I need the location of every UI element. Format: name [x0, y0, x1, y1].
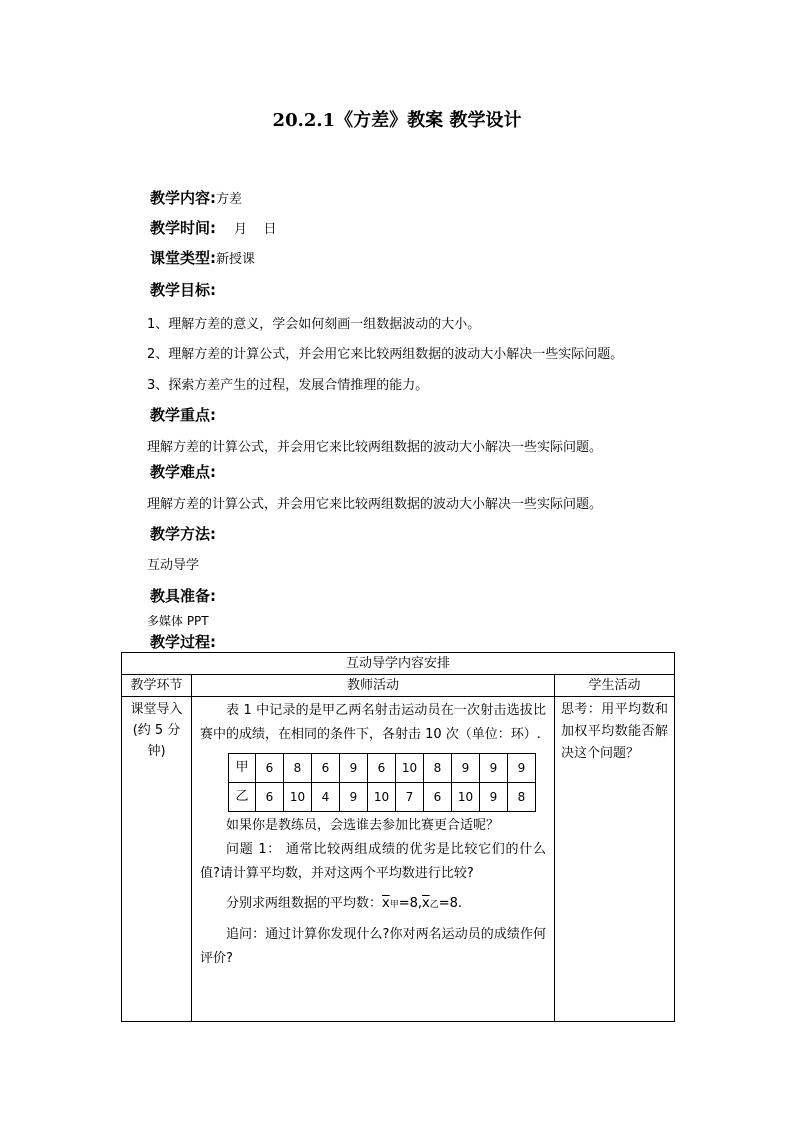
tools-text: 多媒体 PPT — [147, 614, 209, 628]
mean-symbol: $\overline{x}$ — [422, 896, 430, 911]
content-line — [150, 187, 242, 208]
difficulty-label: 教学难点: — [150, 463, 216, 481]
column-header: 教师活动 — [192, 675, 555, 697]
score-cell: 10 — [284, 783, 312, 812]
mean-formula-line — [200, 892, 546, 917]
score-cell: 6 — [424, 783, 452, 812]
mean-value: =8, — [398, 896, 423, 911]
objective-item: 3、探索方差产生的过程，发展合情推理的能力。 — [147, 378, 429, 393]
score-row — [229, 783, 536, 812]
tools-label: 教具准备: — [150, 587, 216, 605]
column-header: 学生活动 — [555, 675, 675, 697]
teacher-paragraph: 表 1 中记录的是甲乙两名射击运动员在一次射击选拔比赛中的成绩，在相同的条件下，各射击 10 次（单位：环）. — [200, 703, 546, 742]
objective-item: 1、理解方差的意义，学会如何刻画一组数据波动的大小。 — [147, 317, 481, 332]
teacher-paragraph: 问题 1： 通常比较两组成绩的优劣是比较它们的什么值?请计算平均数，并对这两个平均数进行比较? — [200, 842, 546, 881]
table-title: 互动导学内容安排 — [122, 653, 675, 675]
teacher-paragraph: 如果你是教练员，会选谁去参加比赛更合适呢？ — [226, 818, 500, 833]
stage-text: 课堂导入(约 5 分钟) — [130, 702, 183, 759]
process-label: 教学过程: — [150, 633, 216, 651]
teacher-paragraph: 追问：通过计算你发现什么?你对两名运动员的成绩作何评价? — [200, 927, 546, 966]
score-cell: 8 — [284, 754, 312, 783]
teacher-activity-cell — [192, 697, 555, 1022]
score-table — [228, 753, 536, 812]
mean-prefix: 分别求两组数据的平均数： — [226, 896, 383, 911]
score-cell: 10 — [396, 754, 424, 783]
type-label: 课堂类型: — [150, 249, 216, 267]
mean-subscript: 乙 — [429, 900, 439, 910]
key-point-text: 理解方差的计算公式，并会用它来比较两组数据的波动大小解决一些实际问题。 — [147, 440, 603, 455]
objective-item: 2、理解方差的计算公式，并会用它来比较两组数据的波动大小解决一些实际问题。 — [147, 347, 624, 362]
mean-value: =8. — [438, 896, 463, 911]
score-cell: 8 — [508, 783, 536, 812]
student-text: 思考：用平均数和加权平均数能否解决这个问题？ — [561, 702, 669, 761]
time-line — [150, 217, 277, 238]
mean-subscript: 甲 — [389, 900, 399, 910]
page-title: 20.2.1《方差》教案 教学设计 — [272, 110, 522, 131]
score-cell: 9 — [452, 754, 480, 783]
score-cell: 9 — [480, 783, 508, 812]
content-label: 教学内容: — [150, 189, 216, 207]
content-value: 方差 — [216, 192, 243, 207]
score-cell: 6 — [368, 754, 396, 783]
score-cell: 9 — [480, 754, 508, 783]
time-value: 月 日 — [234, 222, 277, 237]
type-line — [150, 247, 255, 268]
score-cell: 10 — [452, 783, 480, 812]
score-row-label: 甲 — [229, 754, 256, 783]
method-text: 互动导学 — [147, 558, 200, 573]
time-label: 教学时间: — [150, 219, 216, 237]
score-cell: 4 — [312, 783, 340, 812]
score-cell: 9 — [340, 783, 368, 812]
score-cell: 9 — [508, 754, 536, 783]
score-cell: 9 — [340, 754, 368, 783]
difficulty-text: 理解方差的计算公式，并会用它来比较两组数据的波动大小解决一些实际问题。 — [147, 497, 603, 512]
method-label: 教学方法: — [150, 525, 216, 543]
score-cell: 6 — [256, 783, 284, 812]
objectives-label: 教学目标: — [150, 281, 216, 299]
score-cell: 6 — [312, 754, 340, 783]
student-activity-cell — [555, 697, 675, 1022]
score-cell: 10 — [368, 783, 396, 812]
stage-cell — [122, 697, 192, 1022]
key-point-label: 教学重点: — [150, 406, 216, 424]
score-cell: 7 — [396, 783, 424, 812]
score-cell: 8 — [424, 754, 452, 783]
score-row-label: 乙 — [229, 783, 256, 812]
process-table — [121, 652, 675, 1022]
type-value: 新授课 — [216, 252, 256, 267]
column-header: 教学环节 — [122, 675, 192, 697]
mean-symbol: $\overline{x}$ — [382, 896, 390, 911]
score-cell: 6 — [256, 754, 284, 783]
score-row — [229, 754, 536, 783]
